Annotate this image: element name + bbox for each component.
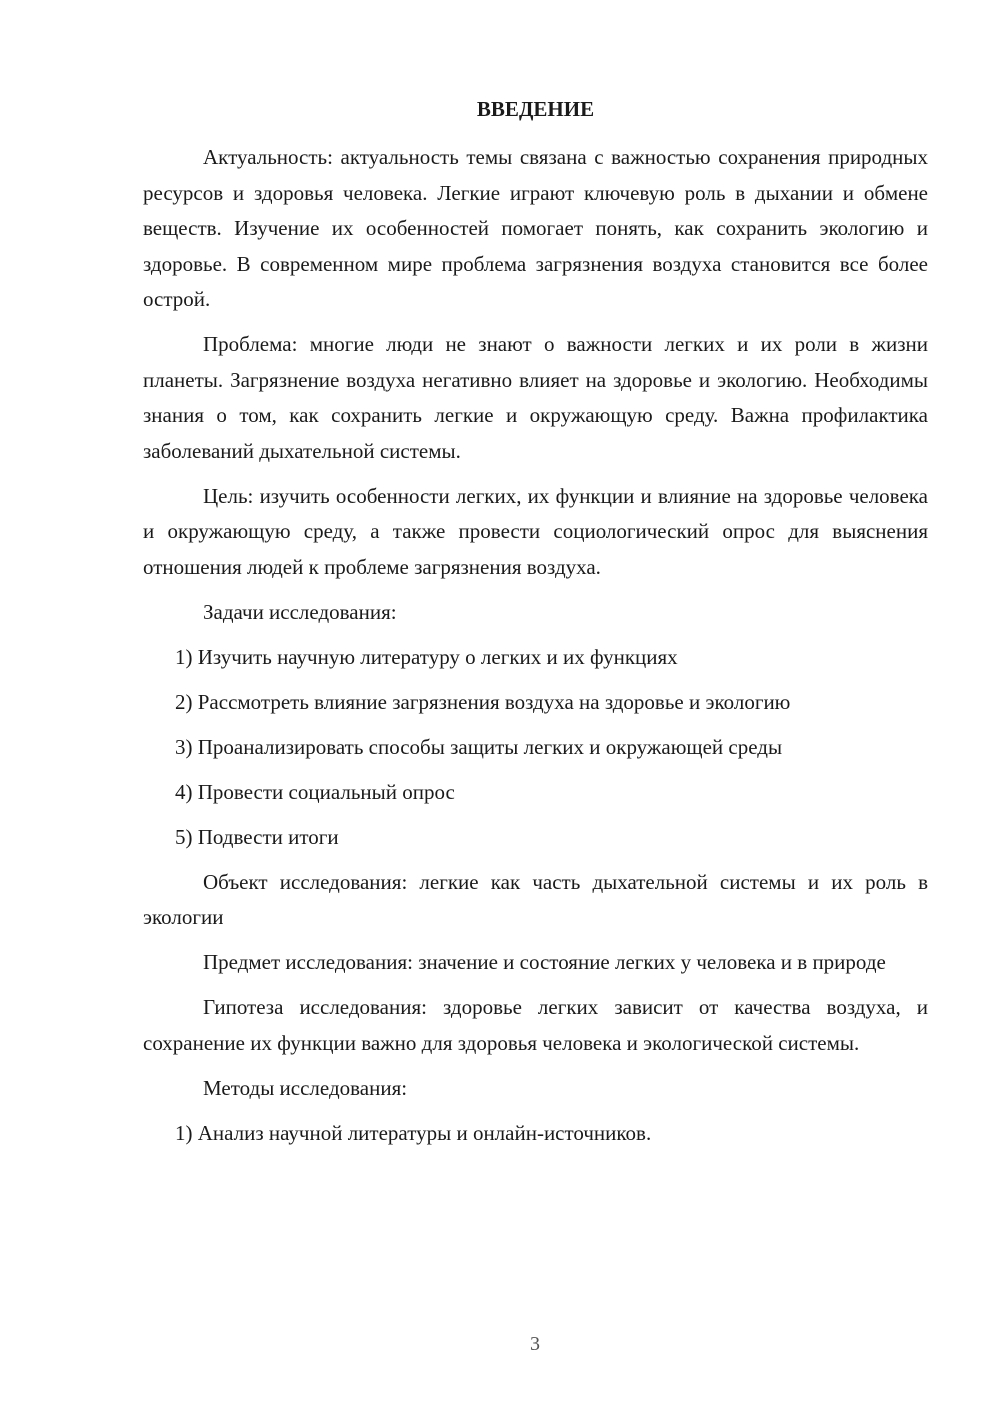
goal-paragraph: Цель: изучить особенности легких, их функции и влияние на здоровье человека и окружающую среду, а также провести социологический опрос для выяснения отношения людей к проблеме загрязнения воздуха. xyxy=(143,483,928,579)
list-item: 2) Рассмотреть влияние загрязнения воздуха на здоровье и экологию xyxy=(175,689,791,714)
list-item: 4) Провести социальный опрос xyxy=(175,779,455,804)
subject-paragraph: Предмет исследования: значение и состояние легких у человека и в природе xyxy=(203,950,886,974)
problem-paragraph: Проблема: многие люди не знают о важности легких и их роли в жизни планеты. Загрязнение воздуха негативно влияет на здоровье и экологию. Необходимы знания о том, как сохранить легкие и окружающую среду. Важна профилактика заболеваний дыхательной системы. xyxy=(143,332,928,463)
list-item: 1) Изучить научную литературу о легких и их функциях xyxy=(175,644,678,669)
page-number: 3 xyxy=(530,1333,540,1355)
document-page xyxy=(143,90,928,1161)
methods-list xyxy=(143,1116,928,1152)
methods-heading: Методы исследования: xyxy=(203,1075,408,1100)
tasks-heading: Задачи исследования: xyxy=(203,599,397,624)
tasks-list xyxy=(143,640,928,856)
list-item: 3) Проанализировать способы защиты легких и окружающей среды xyxy=(175,734,783,759)
object-paragraph: Объект исследования: легкие как часть дыхательной системы и их роль в экологии xyxy=(143,869,928,929)
list-item: 5) Подвести итоги xyxy=(175,824,339,849)
section-title: ВВЕДЕНИЕ xyxy=(476,97,595,121)
hypothesis-paragraph: Гипотеза исследования: здоровье легких зависит от качества воздуха, и сохранение их функции важно для здоровья человека и экологической системы. xyxy=(143,995,928,1055)
list-item: 1) Анализ научной литературы и онлайн-источников. xyxy=(175,1120,652,1145)
relevance-paragraph: Актуальность: актуальность темы связана с важностью сохранения природных ресурсов и здоровья человека. Легкие играют ключевую роль в дыхании и обмене веществ. Изучение их особенностей помогает понять, как сохранить экологию и здоровье. В современном мире проблема загрязнения воздуха становится все более острой. xyxy=(143,145,928,311)
